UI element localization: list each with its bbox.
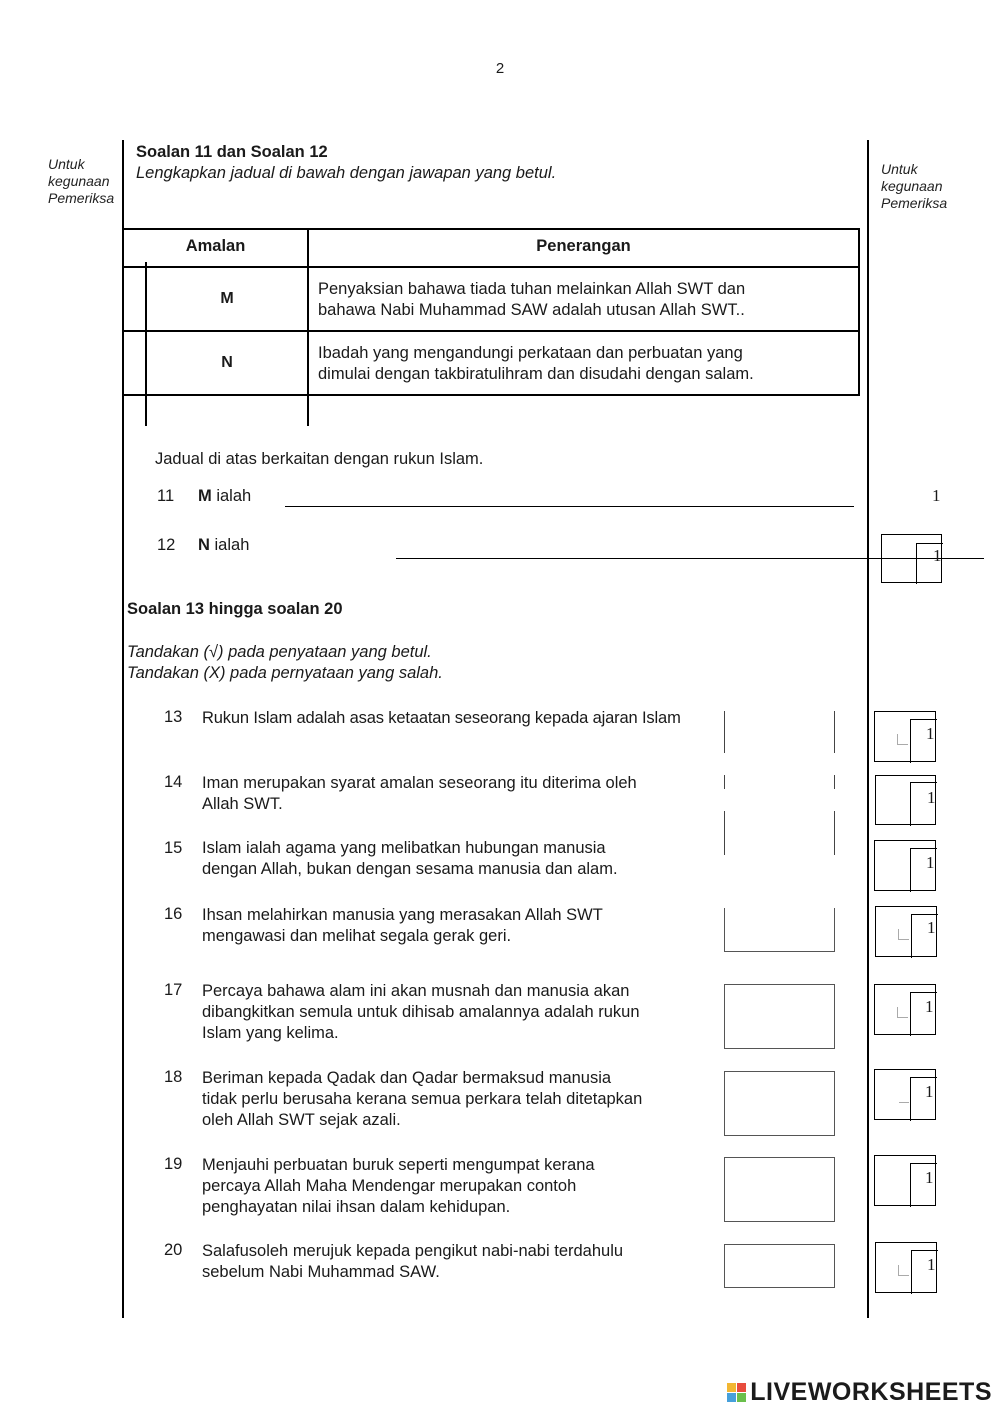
liveworksheets-logo-icon <box>727 1383 746 1402</box>
question-number-19: 19 <box>164 1155 183 1173</box>
examiner-note-line: kegunaan <box>48 173 110 189</box>
question-line: Islam ialah agama yang melibatkan hubungan manusia <box>202 839 606 857</box>
logo-square <box>737 1393 746 1402</box>
logo-square <box>727 1383 736 1392</box>
description-line: Penyaksian bahawa tiada tuhan melainkan Allah SWT dan <box>318 280 746 298</box>
question-15-text <box>202 838 692 880</box>
answer-box-20[interactable] <box>724 1244 835 1288</box>
section-title-11-12: Soalan 11 dan Soalan 12 <box>136 143 328 161</box>
question-line: mengawasi dan melihat segala gerak geri. <box>202 927 512 945</box>
question-line: dibangkitkan semula untuk dihisab amalannya adalah rukun <box>202 1003 640 1021</box>
table-row-key-m: M <box>220 290 234 307</box>
question-number-15: 15 <box>164 839 183 857</box>
table-right-border <box>858 228 860 396</box>
question-number-18: 18 <box>164 1068 183 1086</box>
examiner-note-left <box>48 156 114 207</box>
mark-15: 1 <box>926 853 935 872</box>
question-line: oleh Allah SWT sejak azali. <box>202 1111 401 1129</box>
question-11-suffix: ialah <box>211 487 252 505</box>
mark-18: 1 <box>925 1082 934 1101</box>
table-bottom-border <box>123 394 860 396</box>
question-12-key: N <box>198 536 210 554</box>
table-header-amalan: Amalan <box>185 237 246 255</box>
answer-box-19[interactable] <box>724 1157 835 1222</box>
question-line: Salafusoleh merujuk kepada pengikut nabi-nabi terdahulu <box>202 1242 624 1260</box>
description-line: bahawa Nabi Muhammad SAW adalah utusan Allah SWT.. <box>318 301 745 319</box>
question-line: Allah SWT. <box>202 795 283 813</box>
table-row-description-m <box>318 279 745 321</box>
question-19-text <box>202 1155 692 1218</box>
question-number-17: 17 <box>164 981 183 999</box>
question-18-text <box>202 1068 692 1131</box>
question-11-prompt <box>198 487 251 506</box>
table-header-border <box>123 266 860 268</box>
section-instruction-13-20 <box>127 642 443 684</box>
description-line: dimulai dengan takbiratulihram dan disudahi dengan salam. <box>318 365 754 383</box>
section-title-13-20: Soalan 13 hingga soalan 20 <box>127 600 343 618</box>
mark-box-tick-corner <box>899 1092 909 1103</box>
examiner-note-line: Pemeriksa <box>881 195 948 211</box>
question-20-text <box>202 1241 692 1283</box>
mark-box-tick-corner <box>897 734 908 745</box>
answer-box-15-right <box>834 811 835 855</box>
liveworksheets-logo[interactable] <box>727 1378 992 1407</box>
page-number: 2 <box>495 60 505 77</box>
answer-box-17[interactable] <box>724 984 835 1049</box>
examiner-note-line: Untuk <box>48 156 85 172</box>
question-number-14: 14 <box>164 773 183 791</box>
question-number-13: 13 <box>164 708 183 726</box>
mark-box-tick-corner <box>898 1265 909 1276</box>
logo-square <box>737 1383 746 1392</box>
description-line: Ibadah yang mengandungi perkataan dan perbuatan yang <box>318 344 743 362</box>
question-line: Ihsan melahirkan manusia yang merasakan Allah SWT <box>202 906 603 924</box>
mark-14: 1 <box>927 788 936 807</box>
mark-19: 1 <box>925 1168 934 1187</box>
answer-box-13-right <box>834 711 835 753</box>
question-11-key: M <box>198 487 212 505</box>
question-number-20: 20 <box>164 1241 183 1259</box>
left-margin-rule <box>122 140 124 1318</box>
question-number-16: 16 <box>164 905 183 923</box>
table-note: Jadual di atas berkaitan dengan rukun Islam. <box>155 450 484 468</box>
answer-line-11[interactable] <box>285 506 854 507</box>
question-number-11: 11 <box>157 487 175 505</box>
answer-box-14-right <box>834 775 835 789</box>
answer-box-14[interactable] <box>725 770 834 810</box>
mark-17: 1 <box>925 997 934 1016</box>
question-16-text <box>202 905 692 947</box>
answer-box-13[interactable] <box>725 711 834 753</box>
mark-20: 1 <box>927 1255 936 1274</box>
examiner-note-line: Untuk <box>881 161 918 177</box>
question-line: Rukun Islam adalah asas ketaatan seseorang kepada ajaran Islam <box>202 709 681 727</box>
mark-16: 1 <box>927 918 936 937</box>
table-inner-left-border <box>145 262 147 426</box>
mark-11: 1 <box>932 486 941 505</box>
question-line: percaya Allah Maha Mendengar merupakan contoh <box>202 1177 577 1195</box>
question-line: penghayatan nilai ihsan dalam kehidupan. <box>202 1198 511 1216</box>
section-instruction-11-12: Lengkapkan jadual di bawah dengan jawapan yang betul. <box>136 164 557 182</box>
table-row-description-n <box>318 343 754 385</box>
question-number-12: 12 <box>157 536 176 554</box>
question-12-suffix: ialah <box>209 536 250 554</box>
question-line: sebelum Nabi Muhammad SAW. <box>202 1263 440 1281</box>
question-line: Iman merupakan syarat amalan seseorang itu diterima oleh <box>202 774 637 792</box>
table-row-key-n: N <box>221 354 233 371</box>
mark-box-tick-corner <box>898 929 909 940</box>
right-margin-rule <box>867 140 869 1318</box>
table-header-penerangan: Penerangan <box>536 237 631 255</box>
question-17-text <box>202 981 692 1044</box>
answer-box-16[interactable] <box>724 908 835 952</box>
examiner-note-line: Pemeriksa <box>48 190 115 206</box>
liveworksheets-logo-text: LIVEWORKSHEETS <box>750 1378 992 1406</box>
question-line: Beriman kepada Qadak dan Qadar bermaksud manusia <box>202 1069 612 1087</box>
question-line: tidak perlu berusaha kerana semua perkara telah ditetapkan <box>202 1090 643 1108</box>
question-line: Islam yang kelima. <box>202 1024 339 1042</box>
question-line: dengan Allah, bukan dengan sesama manusia dan alam. <box>202 860 618 878</box>
instruction-cross: Tandakan (X) pada pernyataan yang salah. <box>127 664 443 682</box>
question-13-text <box>202 708 727 729</box>
table-top-border <box>123 228 860 230</box>
question-line: Percaya bahawa alam ini akan musnah dan manusia akan <box>202 982 630 1000</box>
table-column-divider <box>307 228 309 426</box>
mark-12: 1 <box>933 546 942 565</box>
logo-square <box>727 1393 736 1402</box>
examiner-note-right <box>881 161 947 212</box>
mark-box-tick-corner <box>897 1007 908 1018</box>
table-row-border <box>123 330 860 332</box>
question-12-prompt <box>198 536 249 555</box>
question-line: Menjauhi perbuatan buruk seperti mengumpat kerana <box>202 1156 595 1174</box>
answer-box-15[interactable] <box>725 811 834 855</box>
examiner-note-line: kegunaan <box>881 178 943 194</box>
mark-13: 1 <box>926 724 935 743</box>
answer-box-18[interactable] <box>724 1071 835 1136</box>
instruction-tick: Tandakan (√) pada penyataan yang betul. <box>127 643 432 661</box>
question-14-text <box>202 773 692 815</box>
